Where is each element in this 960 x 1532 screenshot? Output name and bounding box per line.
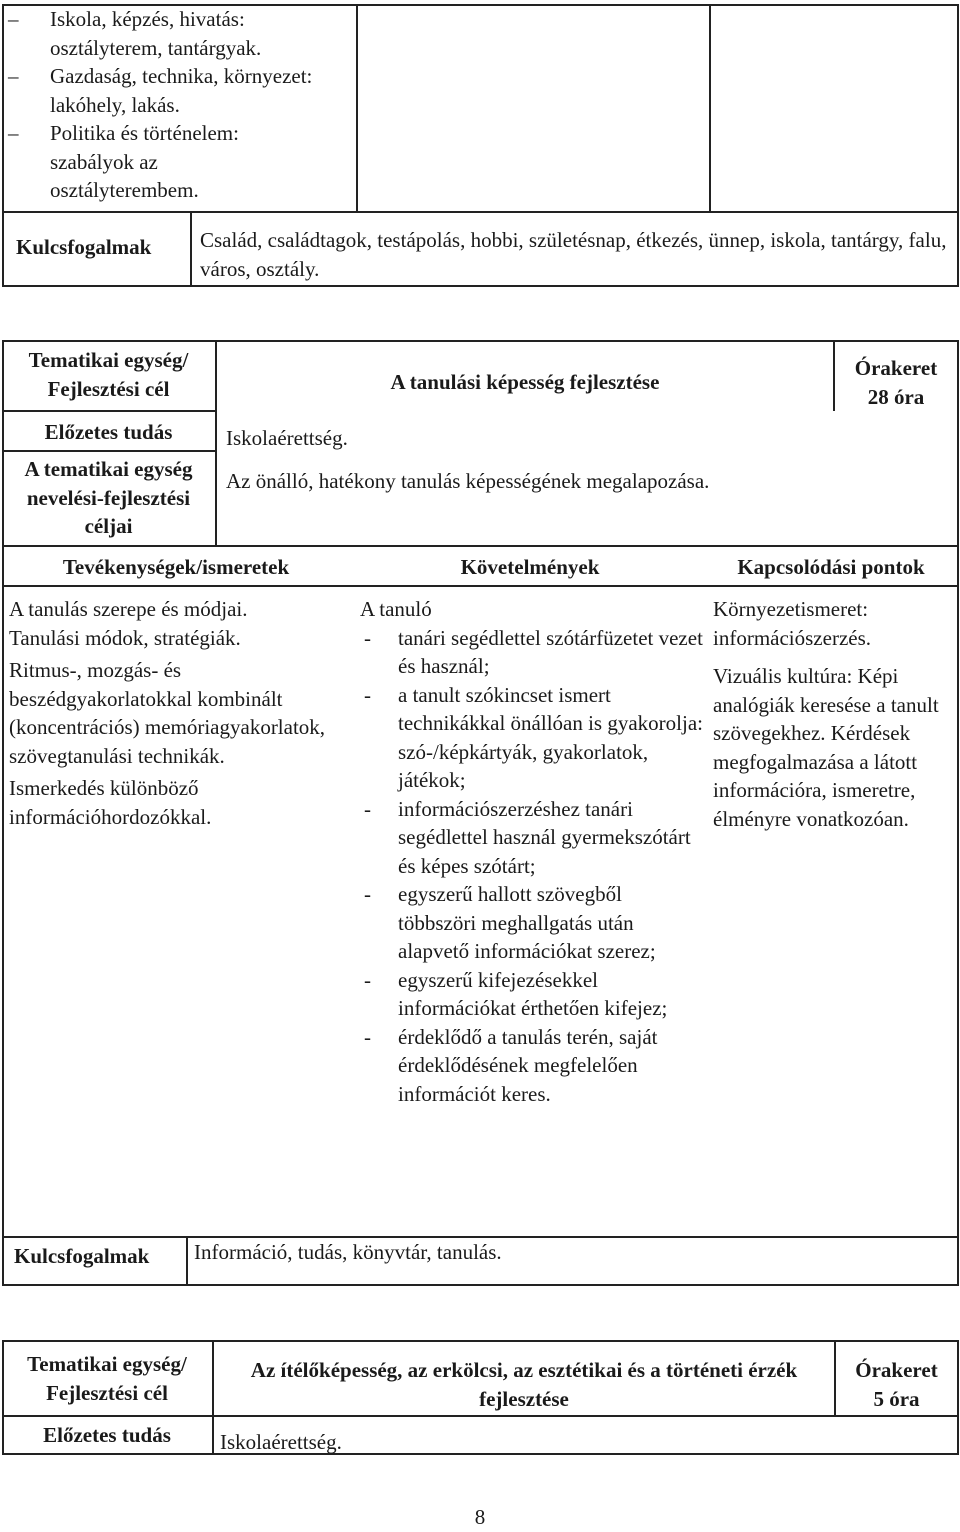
activities-list: [9, 595, 349, 831]
table-border: [2, 585, 959, 587]
table-border: [957, 1340, 959, 1454]
list-item: - tanári segédlettel szótárfüzetet vezet és használ;: [360, 624, 706, 681]
unit-title: Az ítélőképesség, az erkölcsi, az esztétikai és a történeti érzék fejlesztése: [250, 1358, 798, 1411]
orakeret: Órakeret 5 óra: [855, 1358, 938, 1411]
table-border: [957, 340, 959, 1285]
list-item: Vizuális kultúra: Képi analógiák keresése a tanult szövegekhez. Kérdések megfogalmazása a látott információra, ismeretre, élményre vonatkozóan.: [713, 664, 939, 831]
col-header-requirements: Követelmények: [460, 555, 600, 579]
kulcsfogalmak-text: Információ, tudás, könyvtár, tanulás.: [194, 1240, 502, 1264]
elozetes-label: Előzetes tudás: [43, 1423, 171, 1447]
list-item: A tanulás szerepe és módjai.: [9, 597, 248, 621]
table-border: [2, 285, 959, 287]
list-item: – Gazdaság, technika, környezet: lakóhely, lakás.: [0, 62, 345, 119]
col-header-activities: Tevékenységek/ismeretek: [62, 555, 290, 579]
elozetes-value: Iskolaérettség.: [226, 426, 348, 450]
kulcsfogalmak-label: Kulcsfogalmak: [16, 235, 152, 259]
table-border: [2, 340, 959, 342]
celjai-label: A tematikai egység nevelési-fejlesztési céljai: [24, 457, 193, 538]
list-item: Tanulási módok, stratégiák.: [9, 625, 241, 650]
table-border: [2, 1340, 959, 1342]
table-border: [2, 211, 959, 213]
table-border: [190, 211, 192, 286]
table-border: [709, 4, 711, 212]
list-item: – Iskola, képzés, hivatás: osztályterem, tantárgyak.: [0, 5, 345, 62]
requirements-intro: A tanuló: [360, 597, 432, 621]
table-border: [186, 1236, 188, 1285]
page-number: 8: [474, 1505, 486, 1529]
celjai-value: Az önálló, hatékony tanulás képességének megalapozása.: [226, 469, 710, 493]
list-item: - egyszerű hallott szövegből többszöri meghallgatás után alapvető információkat szerez;: [360, 880, 698, 966]
list-item: – Politika és történelem: szabályok az osztályterembem.: [0, 119, 260, 205]
list-item: Környezetismeret: információszerzés.: [713, 597, 872, 650]
table-border: [2, 1453, 959, 1455]
connections-list: [713, 595, 943, 833]
requirements-list: [360, 595, 706, 1108]
list-item: - a tanult szókincset ismert technikákkal önállóan is gyakorolja: szó-/képkártyák, gyakorlatok, játékok;: [360, 681, 706, 795]
kulcsfogalmak-text: Család, családtagok, testápolás, hobbi, születésnap, étkezés, ünnep, iskola, tantárgy, falu, város, osztály.: [200, 228, 947, 281]
col-header-connections: Kapcsolódási pontok: [737, 555, 925, 579]
tematikai-label: Tematikai egység/ Fejlesztési cél: [28, 348, 189, 401]
table-border: [2, 1415, 959, 1417]
table-border: [356, 4, 358, 212]
list-item: - érdeklődő a tanulás terén, saját érdeklődésének megfelelően információt keres.: [360, 1023, 698, 1109]
list-item: Ritmus-, mozgás- és beszédgyakorlatokkal kombinált (koncentrációs) memóriagyakorlatok, szövegtanulási technikák.: [9, 658, 326, 768]
table-border: [2, 1284, 959, 1286]
elozetes-label: Előzetes tudás: [44, 420, 173, 444]
list-item: Ismerkedés különböző információhordozókkal.: [9, 776, 212, 829]
kulcsfogalmak-label: Kulcsfogalmak: [14, 1244, 150, 1268]
unit-title: A tanulási képesség fejlesztése: [390, 370, 660, 394]
elozetes-value: Iskolaérettség.: [220, 1430, 342, 1454]
list-item: - egyszerű kifejezésekkel információkat érthetően kifejez;: [360, 966, 698, 1023]
list-item: - információszerzéshez tanári segédlettel használ gyermekszótárt és képes szótárt;: [360, 795, 706, 881]
topics-list: [0, 5, 345, 205]
table-border: [2, 410, 215, 412]
table-border: [957, 4, 959, 286]
table-border: [2, 450, 215, 452]
tematikai-label: Tematikai egység/ Fejlesztési cél: [27, 1352, 187, 1405]
table-border: [212, 1340, 214, 1454]
table-border: [2, 545, 959, 547]
orakeret: Órakeret 28 óra: [854, 356, 938, 409]
